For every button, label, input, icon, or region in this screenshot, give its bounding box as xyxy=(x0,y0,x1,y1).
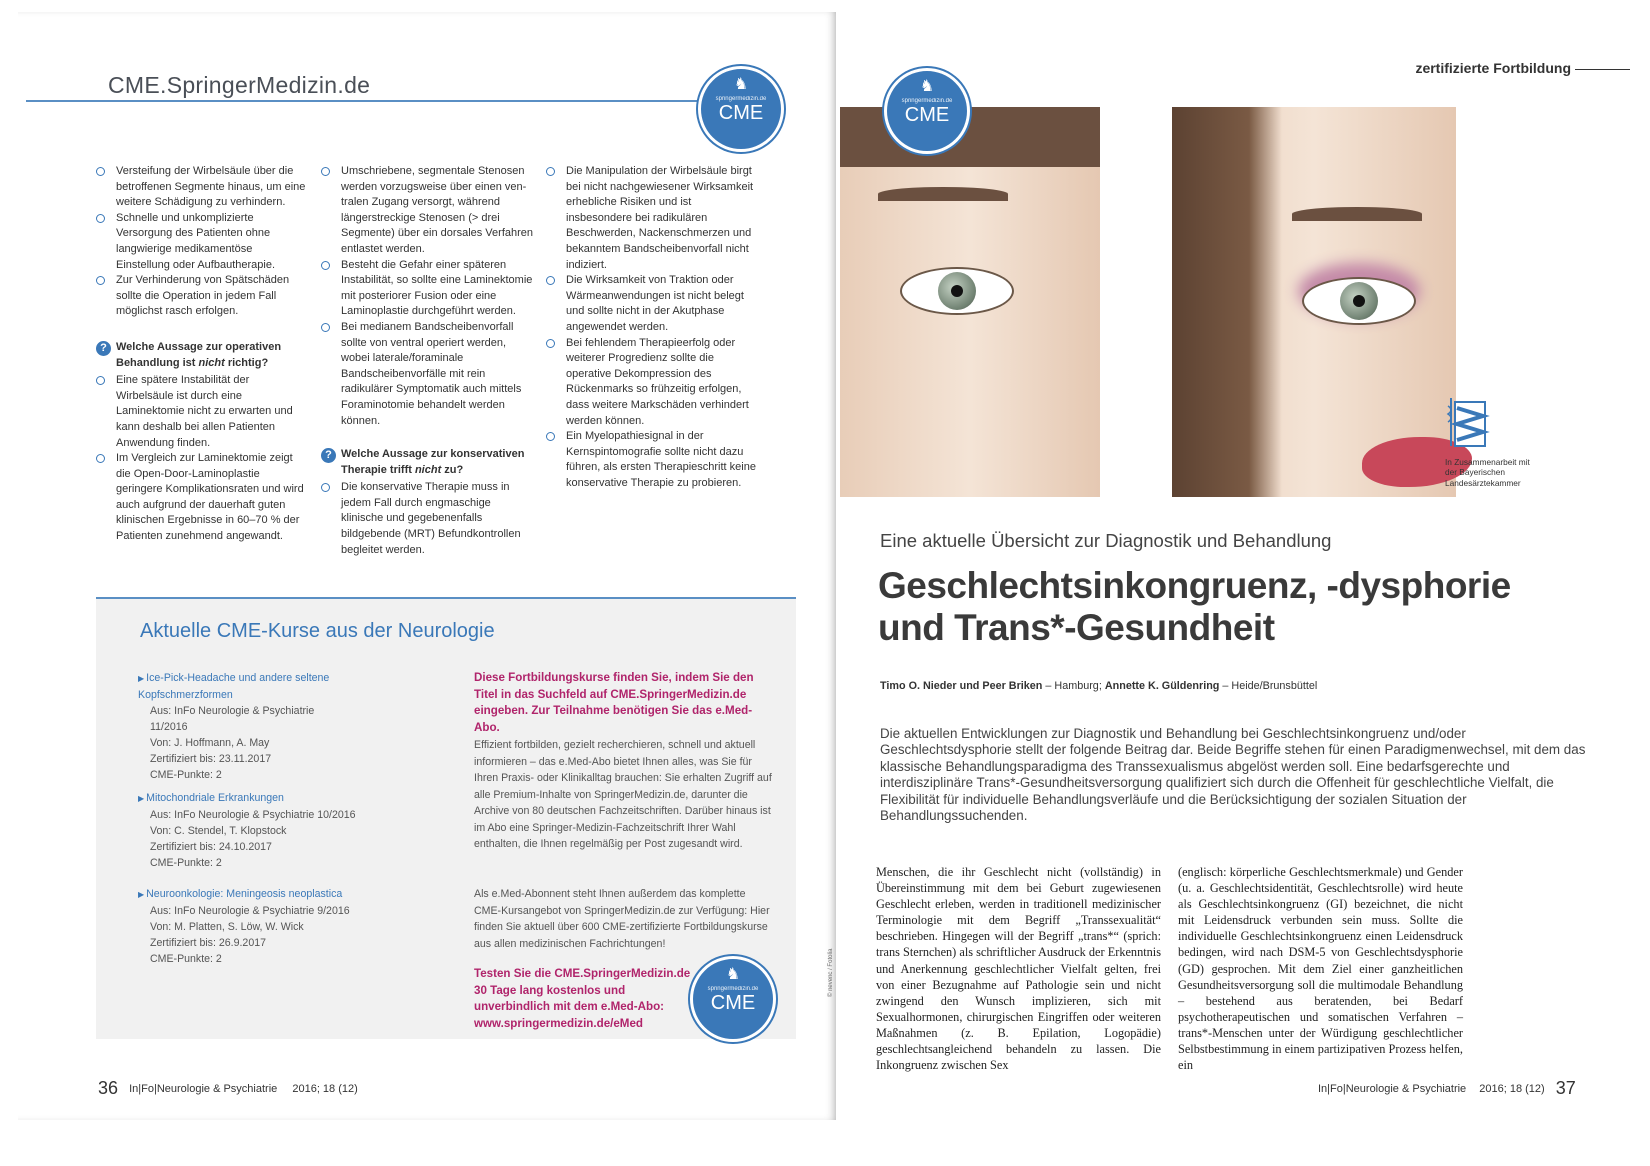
journal-name: In|Fo|Neurologie & Psychiatrie xyxy=(129,1083,278,1095)
course-item[interactable] xyxy=(138,886,378,967)
badge-sub: springermedizin.de xyxy=(715,96,767,102)
cme-badge xyxy=(884,68,970,154)
promo-paragraph-2: Als e.Med-Abonnent steht Ihnen außerdem das komplette CME-Kursangebot von SpringerMedizin.de zur Verfügung: Hier finden Sie aktuell über 600 CME-zertifizierte Fortbildungskurse aus allen medizinischen Fachrichtungen! xyxy=(474,888,770,950)
answer-option[interactable]: Bei medianem Bandscheibenvorfall sollte von ventral operiert werden, wobei laterale/foraminale Bandscheibenvorfälle mit rein radikulärer Symptomatik auch mittels Foraminotomie behandelt werden können. xyxy=(321,320,533,429)
course-points: CME-Punkte: 2 xyxy=(150,953,222,965)
journal-name: In|Fo|Neurologie & Psychiatrie xyxy=(1318,1083,1467,1095)
knight-icon: ♞ xyxy=(733,76,749,93)
answer-column-2 xyxy=(321,164,533,558)
course-item[interactable] xyxy=(138,790,368,871)
course-title[interactable]: ▶ Mitochondriale Erkrankungen xyxy=(138,790,368,807)
chamber-note xyxy=(1445,394,1535,488)
question-icon: ? xyxy=(321,448,336,463)
chamber-note-text: In Zusammenarbeit mit der Bayerischen Landesärztekammer xyxy=(1445,456,1530,488)
left-page xyxy=(18,12,836,1120)
issue: 2016; 18 (12) xyxy=(292,1083,358,1095)
eyebrow xyxy=(878,187,1008,201)
cme-badge xyxy=(698,66,784,152)
course-authors: Von: M. Platten, S. Löw, W. Wick xyxy=(150,921,304,933)
hair xyxy=(840,107,1100,167)
courses-box-title: Aktuelle CME-Kurse aus der Neurologie xyxy=(140,620,495,642)
page-number: 37 xyxy=(1555,1078,1576,1098)
answer-option[interactable]: Eine spätere Instabilität der Wirbelsäule ist durch eine Laminektomie nicht zu erwarten und kann deshalb bei allen Patienten Anwendung finden. xyxy=(96,373,308,451)
section-tagline: zertifizierte Fortbildung xyxy=(1415,60,1630,76)
page-footer xyxy=(90,1078,358,1099)
answer-option[interactable]: Schnelle und unkomplizierte Versorgung des Patienten ohne langwierige medikamentöse Einstellung oder Aufbautherapie. xyxy=(96,211,308,273)
cme-badge xyxy=(690,956,776,1042)
photo-credit: © nevenc / Fotolia xyxy=(828,948,834,997)
article-title: Geschlechtsinkongruenz, -dysphorie und Trans*-Gesundheit xyxy=(878,565,1511,648)
badge-main: CME xyxy=(904,104,950,126)
body-column-2: (englisch: körperliche Geschlechtsmerkmale) und Gender (u. a. Geschlechtsidentität, Geschlechtsrolle) wird heute als Geschlechtsinkongruenz (GI) bezeichnet, die nicht mit Leidensdruck verbunden sein muss. Sollte die individuelle Geschlechtsinkongruenz einen Leidensdruck bedingen, wird nach DSM-5 von Geschlechtsdysphorie (GD) gesprochen. Mit dem Ziel einer ganzheitlichen Gesundheitsversorgung soll die multimodale Behandlung – bestehend aus beratenden, bei Bedarf psychotherapeutischen und somatischen Verfahren – trans*-Menschen unter der Würdigung geschlechtlicher Selbstbestimmung in einem partizipativen Prozess helfen, ein xyxy=(1178,865,1463,1073)
cover-photo-right-face xyxy=(1172,107,1456,497)
badge-main: CME xyxy=(718,102,764,124)
article-subtitle: Eine aktuelle Übersicht zur Diagnostik und Behandlung xyxy=(880,530,1332,551)
course-from: Aus: InFo Neurologie & Psychiatrie 9/2016 xyxy=(150,905,350,917)
eye xyxy=(1302,277,1416,325)
course-item[interactable] xyxy=(138,670,353,783)
knight-icon: ♞ xyxy=(919,78,935,95)
question-heading: ? Welche Aussage zur operativen Behandlung ist nicht richtig? xyxy=(96,340,308,371)
header-rule xyxy=(26,100,783,102)
course-title[interactable]: ▶ Neuroonkologie: Meningeosis neoplastica xyxy=(138,886,378,903)
knight-icon: ♞ xyxy=(725,966,741,983)
answer-option[interactable]: Im Vergleich zur Laminektomie zeigt die Open-Door-Laminoplastie geringere Komplikationsraten und wird auch aufgrund der dauerhaft guten klinischen Ergebnisse in 60–70 % der Patienten zunehmend angewandt. xyxy=(96,451,308,545)
page-number: 36 xyxy=(98,1078,119,1098)
answer-column-3 xyxy=(546,164,758,491)
answer-option[interactable]: Umschriebene, segmentale Stenosen werden vorzugsweise über einen ven-tralen Zugang versorgt, während längerstreckige Stenosen (> drei Segmente) über ein dorsales Verfahren entlastet werden. xyxy=(321,164,533,258)
answer-column-1 xyxy=(96,164,308,545)
course-points: CME-Punkte: 2 xyxy=(150,857,222,869)
eyebrow xyxy=(1292,207,1422,221)
promo-paragraph-1: Effizient fortbilden, gezielt recherchieren, schnell und aktuell informieren – das e.Med-Abo bietet Ihnen alles, was Sie für Ihren Praxis- oder Klinikalltag brauchen: Sie erhalten Zugriff auf alle Premium-Inhalte von SpringerMedizin.de, darunter die Archive von 80 deutschen Fachzeitschriften. Darüber hinaus ist im Abo eine Springer-Medizin-Fachzeitschrift Ihrer Wahl enthalten, die Ihnen regelmäßig per Post zugesandt wird. xyxy=(474,739,772,850)
site-title: CME.SpringerMedizin.de xyxy=(108,72,371,98)
answer-option[interactable]: Besteht die Gefahr einer späteren Instabilität, so sollte eine Laminektomie mit posteriorer Fusion oder eine Laminoplastie durchgeführt werden. xyxy=(321,258,533,320)
course-from: Aus: InFo Neurologie & Psychiatrie 11/2016 xyxy=(150,705,315,733)
course-authors: Von: J. Hoffmann, A. May xyxy=(150,737,270,749)
article-lead: Die aktuellen Entwicklungen zur Diagnostik und Behandlung bei Geschlechtsinkongruenz und/oder Geschlechtsdysphorie stellt der folgende Beitrag dar. Beide Begriffe stehen für einen Paradigmenwechsel, mit dem das klassische Behandlungsparadigma des Transsexualismus abgelöst werden soll. Eine bedarfsgerechte und interdisziplinäre Trans*-Gesundheitsversorgung qualifiziert sich durch die Offenheit für geschlechtliche Vielfalt, die Flexibilität für individuelle Behandlungsverläufe und die Berücksichtigung der sozialen Situation der Behandlungssuchenden. xyxy=(880,726,1586,824)
answer-option[interactable]: Die konservative Therapie muss in jedem Fall durch engmaschige klinische und gegebenenfalls bildgebende (MRT) Befundkontrollen begleitet werden. xyxy=(321,480,533,558)
question-icon: ? xyxy=(96,341,111,356)
answer-option[interactable]: Die Wirksamkeit von Traktion oder Wärmeanwendungen ist nicht belegt und sollte nicht in der Akutphase angewendet werden. xyxy=(546,273,758,335)
answer-option[interactable]: Zur Verhinderung von Spätschäden sollte die Operation in jedem Fall möglichst rasch erfolgen. xyxy=(96,273,308,320)
course-from: Aus: InFo Neurologie & Psychiatrie 10/2016 xyxy=(150,809,356,821)
question-heading: ? Welche Aussage zur konservativen Therapie trifft nicht zu? xyxy=(321,447,533,478)
cover-photo-left-face xyxy=(840,107,1100,497)
eye xyxy=(900,267,1014,315)
issue: 2016; 18 (12) xyxy=(1479,1083,1545,1095)
course-authors: Von: C. Stendel, T. Klopstock xyxy=(150,825,287,837)
promo-head: Diese Fortbildungskurse finden Sie, indem Sie den Titel in das Suchfeld auf CME.SpringerMedizin.de eingeben. Zur Teilnahme benötigen Sie das e.Med-Abo. xyxy=(474,671,754,734)
hair xyxy=(1172,107,1282,497)
answer-option[interactable]: Die Manipulation der Wirbelsäule birgt bei nicht nachgewiesener Wirksamkeit erhebliche Risiken und ist insbesondere bei radikulären Beschwerden, Nackenschmerzen und bekanntem Bandscheibenvorfall nicht indiziert. xyxy=(546,164,758,273)
badge-sub: springermedizin.de xyxy=(707,986,759,992)
answer-option[interactable]: Ein Myelopathiesignal in der Kernspintomografie sollte nicht dazu führen, als ersten Therapieschritt keine konservative Therapie zu probieren. xyxy=(546,429,758,491)
answer-option[interactable]: Versteifung der Wirbelsäule über die betroffenen Segmente hinaus, um eine weitere Schädigung zu verhindern. xyxy=(96,164,308,211)
page-footer xyxy=(1318,1078,1584,1099)
right-page xyxy=(828,12,1650,1120)
course-cert: Zertifiziert bis: 23.11.2017 xyxy=(150,753,272,765)
badge-sub: springermedizin.de xyxy=(901,98,953,104)
article-authors: Timo O. Nieder und Peer Briken – Hamburg; Annette K. Güldenring – Heide/Brunsbüttel xyxy=(880,680,1318,692)
promo-cta[interactable]: Testen Sie die CME.SpringerMedizin.de 30 Tage lang kostenlos und unverbindlich mit dem e.Med-Abo: www.springermedizin.de/eMed xyxy=(474,967,691,1030)
body-column-1: Menschen, die ihr Geschlecht nicht (vollständig) in Übereinstimmung mit dem bei Geburt zugewiesenen Geschlecht erleben, werden in traditionell medizinischer Terminologie mit dem Begriff „Transsexualität“ beschrieben. Hingegen will der Begriff „trans*“ (sprich: trans Sternchen) als schriftlicher Ausdruck der Erkenntnis und Anerkennung geschlechtlicher Vielfalt gelten, frei von einer Bezugnahme auf Pathologie sein und nicht zwingend den Wunsch implizieren, sich mit Sexualhormonen, chirurgischen Eingriffen oder weiteren Maßnahmen (z. B. Epilation, Logopädie) geschlechtsangleichend behandeln zu lassen. Die Inkongruenz zwischen Sex xyxy=(876,865,1161,1073)
course-title[interactable]: ▶ Ice-Pick-Headache und andere seltene Kopfschmerzformen xyxy=(138,670,353,703)
badge-main: CME xyxy=(710,992,756,1014)
answer-option[interactable]: Bei fehlendem Therapieerfolg oder weiterer Progredienz sollte die operative Dekompression des Rückenmarks so frühzeitig erfolgen, dass weitere Markschäden verhindert werden können. xyxy=(546,336,758,430)
course-points: CME-Punkte: 2 xyxy=(150,769,222,781)
course-cert: Zertifiziert bis: 24.10.2017 xyxy=(150,841,272,853)
bavarian-chamber-logo-icon xyxy=(1445,394,1487,450)
course-cert: Zertifiziert bis: 26.9.2017 xyxy=(150,937,266,949)
